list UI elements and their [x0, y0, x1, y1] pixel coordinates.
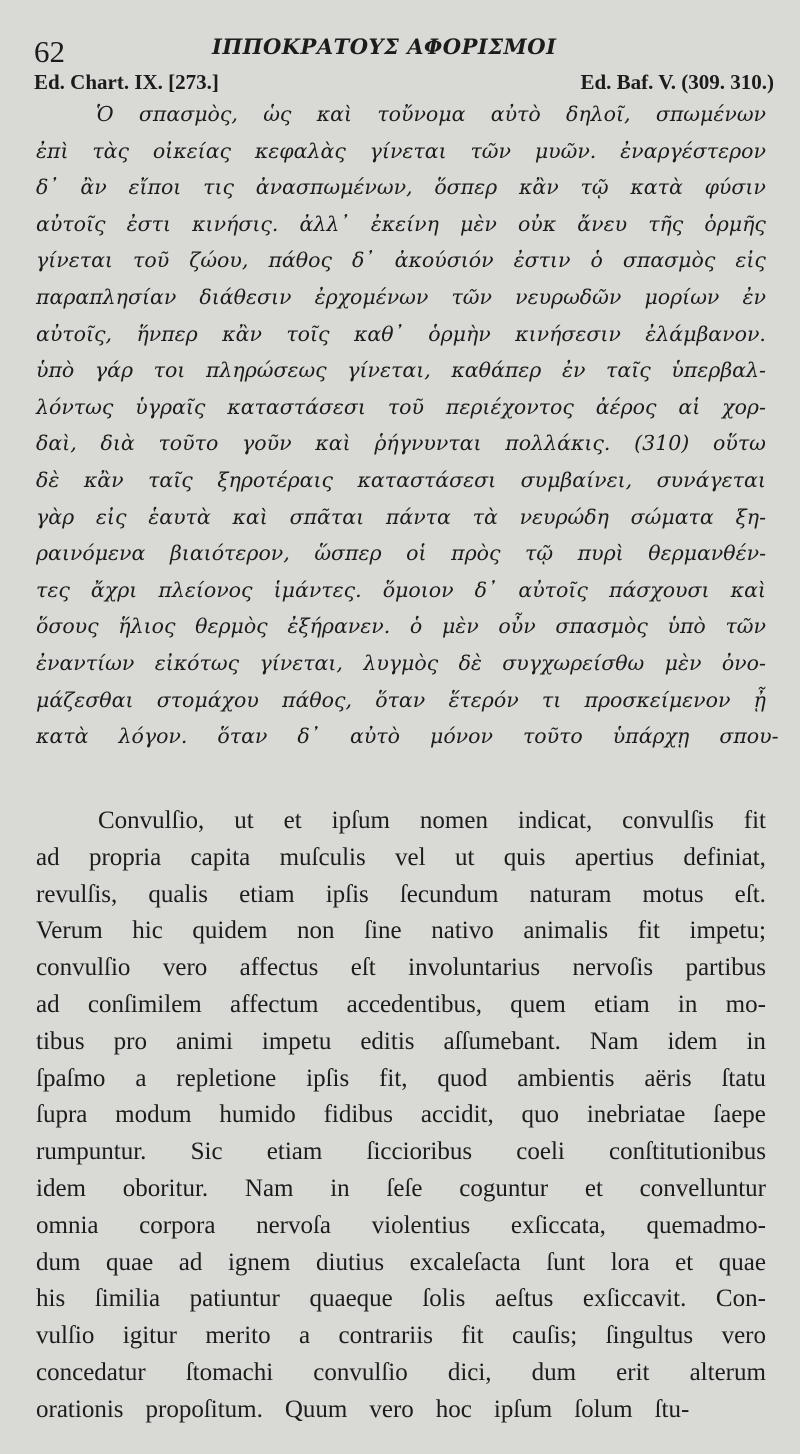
greek-text-line: μάζεσθαι στομάχου πάθος, ὅταν ἕτερόν τι προσκείμενον ᾖ: [36, 687, 766, 712]
latin-text-line: omnia corpora nervoſa violentius exſiccata, quemadmo-: [36, 1211, 766, 1239]
greek-text-line: αὐτοῖς ἐστι κινήσις. ἀλλ᾽ ἐκείνη μὲν οὐκ ἄνευ τῆς ὁρμῆς: [36, 211, 766, 236]
latin-text-line: ſpaſmo a repletione ipſis fit, quod ambientis aëris ſtatu: [36, 1064, 766, 1092]
greek-text-line: ὅσους ἥλιος θερμὸς ἐξήρανεν. ὁ μὲν οὖν σπασμὸς ὑπὸ τῶν: [36, 614, 766, 639]
greek-text-line: αὐτοῖς, ἥνπερ κἂν τοῖς καθ᾽ ὁρμὴν κινήσεσιν ἐλάμβανον.: [36, 321, 766, 346]
latin-text-line: vulſio igitur merito a contrariis fit cauſis; ſingultus vero: [36, 1322, 766, 1350]
latin-text-line: ad conſimilem affectum accedentibus, quem etiam in mo-: [36, 990, 766, 1018]
page-header: [34, 28, 772, 69]
greek-text-line: παραπλησίαν διάθεσιν ἐρχομένων τῶν νευρωδῶν μορίων ἐν: [36, 284, 766, 309]
latin-text-line: orationis propoſitum. Quum vero hoc ipſum ſolum ſtu-: [36, 1395, 690, 1423]
latin-text-line: Convulſio, ut et ipſum nomen indicat, convulſis fit: [98, 807, 766, 834]
greek-text-line: δαὶ, διὰ τοῦτο γοῦν καὶ ῥήγνυνται πολλάκις. (310) οὕτω: [36, 431, 766, 456]
latin-text-line: tibus pro animi impetu editis aſſumebant. Nam idem in: [36, 1027, 766, 1055]
edition-reference-right: Ed. Baf. V. (309. 310.): [580, 70, 774, 94]
latin-text-line: ad propria capita muſculis vel ut quis apertius definiat,: [36, 843, 766, 871]
greek-text-line: γὰρ εἰς ἑαυτὰ καὶ σπᾶται πάντα τὰ νευρώδη σώματα ξη-: [36, 504, 766, 529]
latin-text-line: idem oboritur. Nam in ſeſe coguntur et convelluntur: [36, 1174, 766, 1202]
running-title: ΙΠΠΟΚΡΑΤΟΥΣ ΑΦΟΡΙΣΜΟΙ: [212, 34, 557, 59]
greek-text-line: Ὁ σπασμὸς, ὡς καὶ τοὔνομα αὐτὸ δηλοῖ, σπωμένων: [96, 102, 766, 126]
greek-text-block: [36, 96, 779, 755]
latin-text-line: Verum hic quidem non ſine nativo animalis fit impetu;: [36, 917, 766, 945]
latin-text-line: concedatur ſtomachi convulſio dici, dum erit alterum: [36, 1358, 766, 1386]
latin-text-line: rumpuntur. Sic etiam ſiccioribus coeli conſtitutionibus: [36, 1138, 766, 1166]
latin-text-line: convulſio vero affectus eſt involuntarius nervoſis partibus: [36, 954, 766, 982]
greek-text-line: δ᾽ ἂν εἴποι τις ἀνασπωμένων, ὅσπερ κἂν τῷ κατὰ φύσιν: [36, 175, 766, 200]
edition-reference-left: Ed. Chart. IX. [273.]: [34, 70, 219, 94]
greek-text-line: ραινόμενα βιαιότερον, ὥσπερ οἱ πρὸς τῷ πυρὶ θερμανθέν-: [36, 541, 766, 566]
greek-text-line: τες ἄχρι πλείονος ἱμάντες. ὅμοιον δ᾽ αὐτοῖς πάσχουσι καὶ: [36, 577, 766, 602]
latin-text-line: his ſimilia patiuntur quaeque ſolis aeſtus exſiccavit. Con-: [36, 1285, 766, 1313]
latin-text-block: [36, 803, 766, 1429]
greek-text-line: κατὰ λόγον. ὅταν δ᾽ αὐτὸ μόνον τοῦτο ὑπάρχῃ σπου-: [36, 724, 779, 749]
latin-text-line: dum quae ad ignem diutius excaleſacta ſunt lora et quae: [36, 1248, 766, 1276]
greek-text-line: δὲ κἂν ταῖς ξηροτέραις καταστάσεσι συμβαίνει, συνάγεται: [36, 467, 766, 492]
greek-text-line: λόντως ὑγραῖς καταστάσεσι τοῦ περιέχοντος ἀέρος αἱ χορ-: [36, 394, 766, 419]
greek-text-line: ἐναντίων εἰκότως γίνεται, λυγμὸς δὲ συγχωρείσθω μὲν ὀνο-: [36, 650, 766, 675]
greek-text-line: ὑπὸ γάρ τοι πληρώσεως γίνεται, καθάπερ ἐν ταῖς ὑπερβαλ-: [36, 358, 766, 383]
latin-text-line: revulſis, qualis etiam ipſis ſecundum naturam motus eſt.: [36, 880, 766, 908]
latin-text-line: ſupra modum humido fidibus accidit, quo inebriatae ſaepe: [36, 1101, 766, 1129]
greek-text-line: γίνεται τοῦ ζώου, πάθος δ᾽ ἀκούσιόν ἐστιν ὁ σπασμὸς εἰς: [36, 248, 766, 273]
page-number: 62: [34, 34, 65, 69]
greek-text-line: ἐπὶ τὰς οἰκείας κεφαλὰς γίνεται τῶν μυῶν. ἐναργέστερον: [36, 138, 766, 163]
